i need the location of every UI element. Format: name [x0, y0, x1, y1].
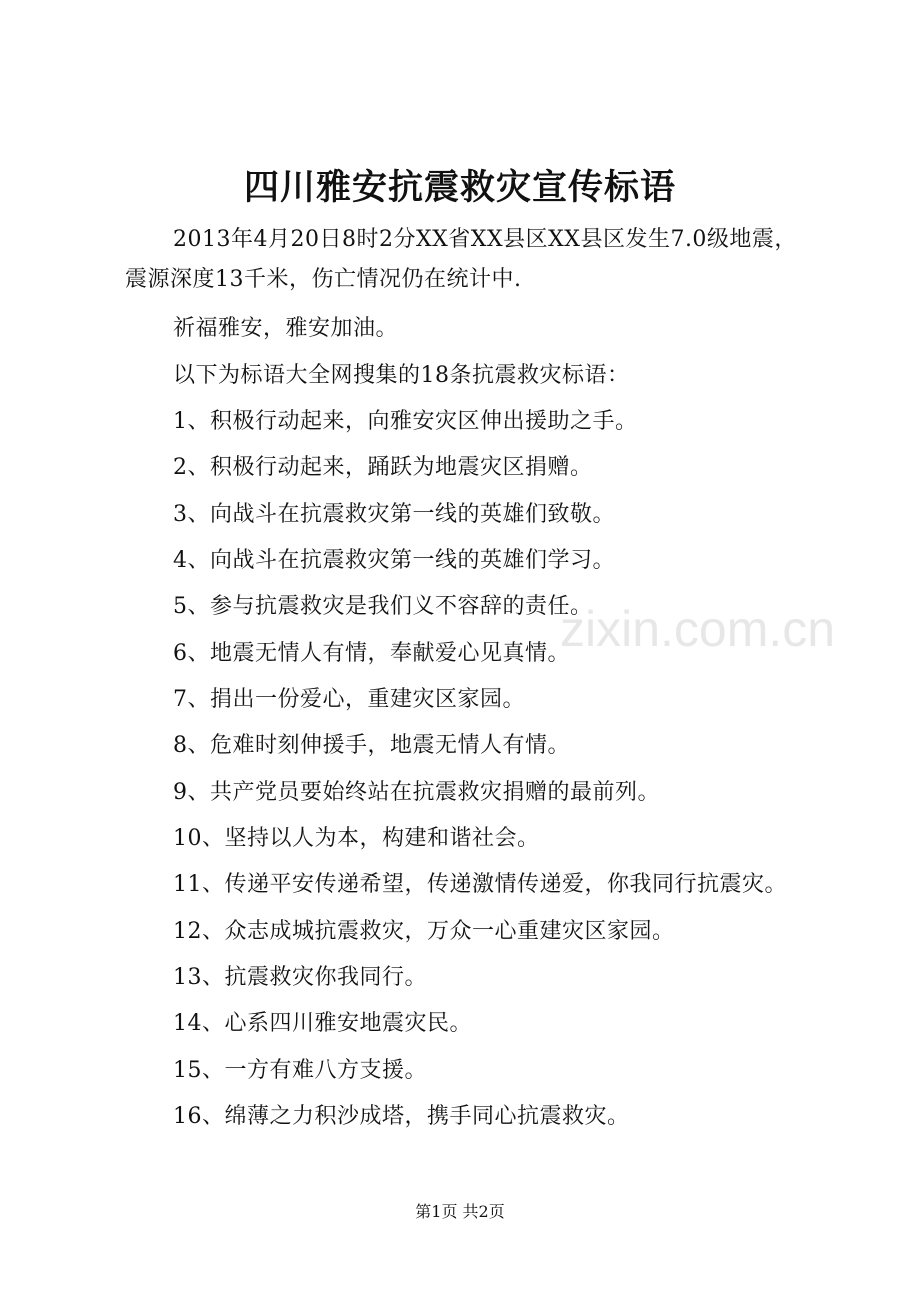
slogan-item: 13、抗震救灾你我同行。: [173, 965, 427, 990]
slogan-item: 2、积极行动起来，踊跃为地震灾区捐赠。: [173, 455, 593, 480]
slogan-item: 11、传递平安传递希望，传递激情传递爱，你我同行抗震灾。: [173, 872, 787, 897]
slogan-item: 6、地震无情人有情，奉献爱心见真情。: [173, 641, 570, 666]
intro-paragraph: 2013年4月20日8时2分XX省XX县区XX县区发生7.0级地震，震源深度13千米，伤亡情况仍在统计中.: [125, 227, 797, 292]
slogan-item: 15、一方有难八方支援。: [173, 1058, 427, 1083]
slogan-item: 16、绵薄之力积沙成塔，携手同心抗震救灾。: [173, 1104, 630, 1129]
page-title: 四川雅安抗震救灾宣传标语: [243, 167, 676, 208]
watermark: zixin.com.cn: [560, 601, 836, 657]
slogan-item: 10、坚持以人为本，构建和谐社会。: [173, 826, 540, 851]
slogan-item: 7、捐出一份爱心，重建灾区家园。: [173, 687, 525, 712]
slogan-item: 5、参与抗震救灾是我们义不容辞的责任。: [173, 594, 593, 619]
page-footer: 第1页 共2页: [415, 1202, 505, 1221]
blessing-line: 祈福雅安，雅安加油。: [173, 316, 399, 341]
lead-line: 以下为标语大全网搜集的18条抗震救灾标语：: [173, 363, 630, 388]
slogan-item: 4、向战斗在抗震救灾第一线的英雄们学习。: [173, 548, 615, 573]
slogan-item: 3、向战斗在抗震救灾第一线的英雄们致敬。: [173, 502, 615, 527]
slogan-item: 8、危难时刻伸援手，地震无情人有情。: [173, 733, 570, 758]
slogan-item: 1、积极行动起来，向雅安灾区伸出援助之手。: [173, 409, 638, 434]
slogan-item: 12、众志成城抗震救灾，万众一心重建灾区家园。: [173, 919, 675, 944]
slogan-item: 9、共产党员要始终站在抗震救灾捐赠的最前列。: [173, 780, 660, 805]
slogan-item: 14、心系四川雅安地震灾民。: [173, 1011, 472, 1036]
